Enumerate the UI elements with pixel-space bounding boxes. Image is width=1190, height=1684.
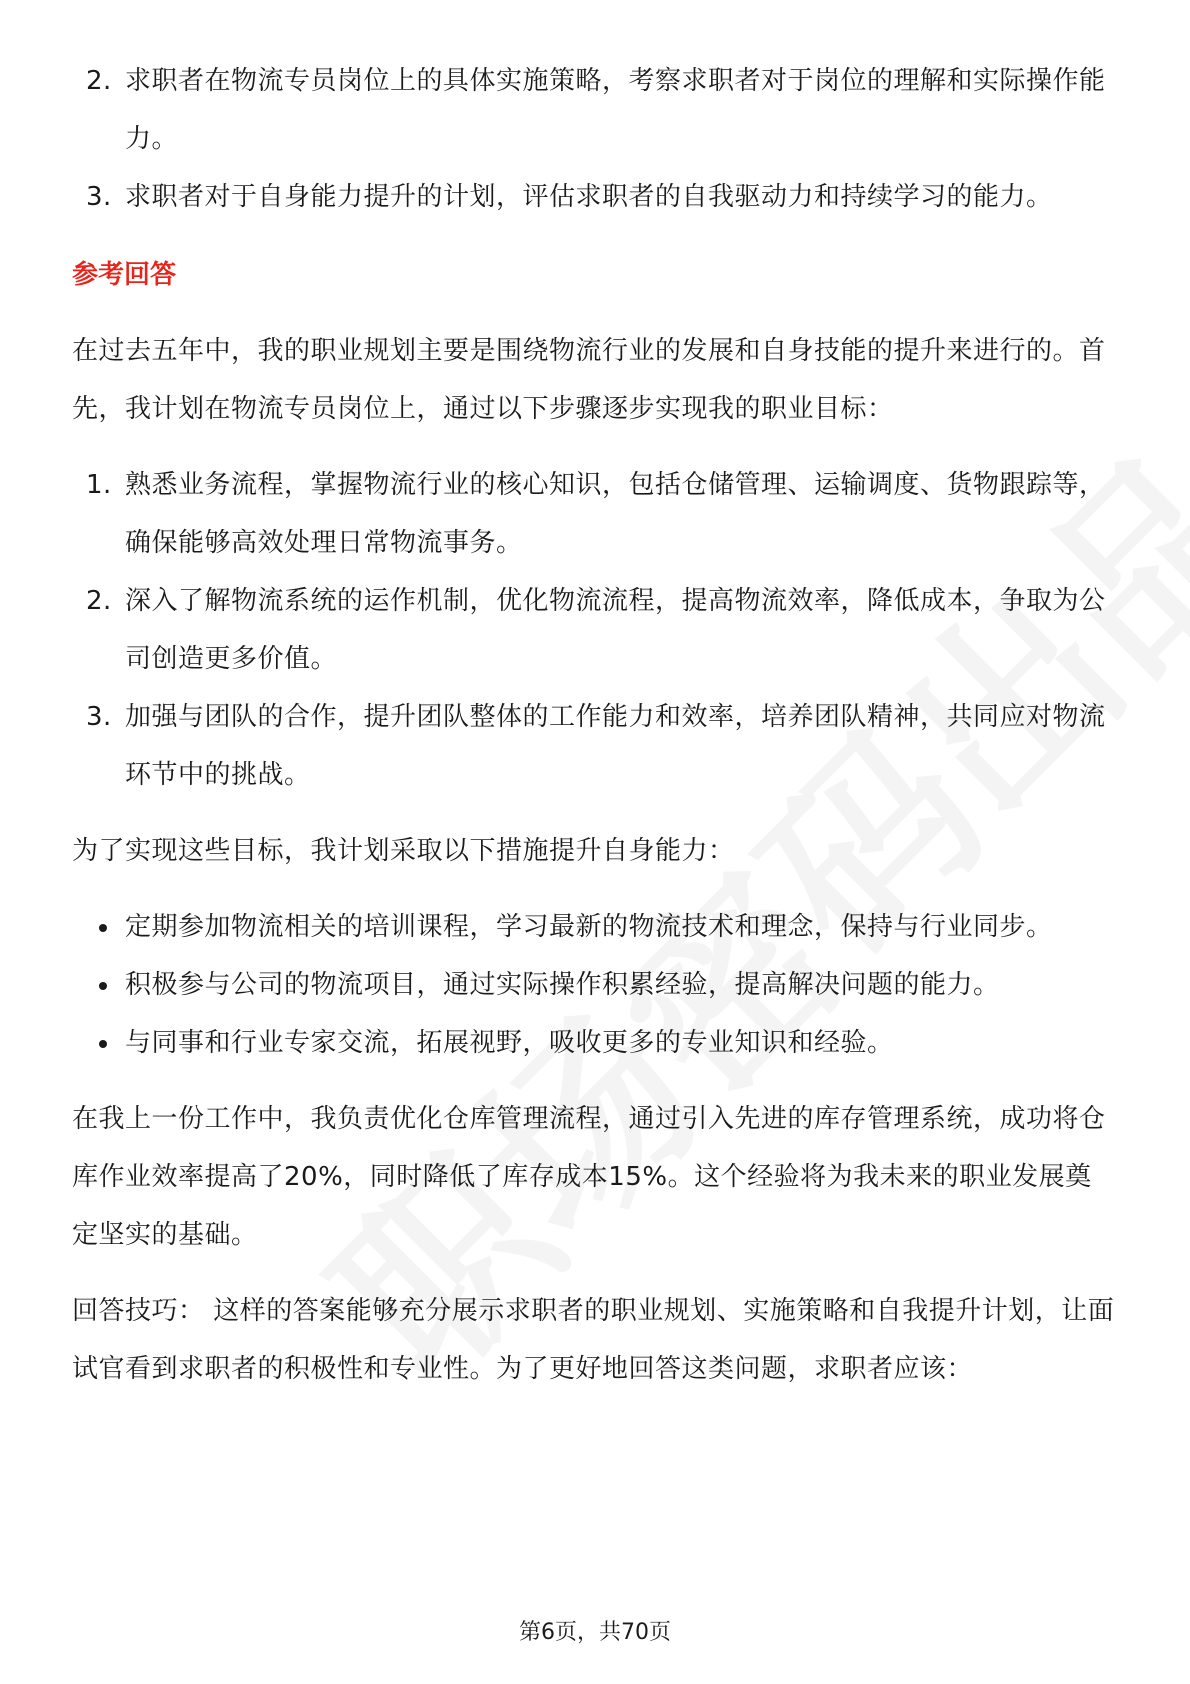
- page-number: 第6页，共70页: [519, 1620, 671, 1645]
- list-item-text: 深入了解物流系统的运作机制，优化物流流程，提高物流效率，降低成本，争取为公司创造更多价值。: [125, 586, 1106, 674]
- experience-paragraph: 在我上一份工作中，我负责优化仓库管理流程，通过引入先进的库存管理系统，成功将仓库作业效率提高了20%，同时降低了库存成本15%。这个经验将为我未来的职业发展奠定坚实的基础。: [72, 1104, 1106, 1250]
- list-item-text: 加强与团队的合作，提升团队整体的工作能力和效率，培养团队精神，共同应对物流环节中的挑战。: [125, 702, 1106, 790]
- list-number: 3.: [86, 702, 112, 732]
- list-item-text: 求职者在物流专员岗位上的具体实施策略，考察求职者对于岗位的理解和实际操作能力。: [125, 66, 1106, 154]
- list-item-text: 求职者对于自身能力提升的计划，评估求职者的自我驱动力和持续学习的能力。: [125, 182, 1053, 212]
- tips-paragraph: 回答技巧： 这样的答案能够充分展示求职者的职业规划、实施策略和自我提升计划，让面试官看到求职者的积极性和专业性。为了更好地回答这类问题，求职者应该：: [72, 1296, 1115, 1384]
- list-item-text: 定期参加物流相关的培训课程，学习最新的物流技术和理念，保持与行业同步。: [125, 912, 1053, 942]
- list-item-text: 积极参与公司的物流项目，通过实际操作积累经验，提高解决问题的能力。: [125, 970, 1000, 1000]
- list-item: [72, 898, 1118, 956]
- list-item-text: 熟悉业务流程，掌握物流行业的核心知识，包括仓储管理、运输调度、货物跟踪等，确保能够高效处理日常物流事务。: [125, 470, 1106, 558]
- list-item-text: 与同事和行业专家交流，拓展视野，吸收更多的专业知识和经验。: [125, 1028, 894, 1058]
- list-number: 2.: [86, 586, 112, 616]
- measures-intro: 为了实现这些目标，我计划采取以下措施提升自身能力：: [72, 836, 735, 866]
- bullet-icon: [99, 982, 107, 990]
- page-content: [72, 52, 1118, 1398]
- section-heading: 参考回答: [72, 260, 177, 290]
- list-number: 2.: [86, 66, 112, 96]
- list-item: [72, 52, 1118, 168]
- list-number: 1.: [86, 470, 112, 500]
- bullet-icon: [99, 1040, 107, 1048]
- list-item: [72, 1014, 1118, 1072]
- list-item: [72, 168, 1118, 226]
- list-number: 3.: [86, 182, 112, 212]
- list-item: [72, 956, 1118, 1014]
- bullet-icon: [99, 924, 107, 932]
- list-item: [72, 572, 1118, 688]
- goals-list: [72, 456, 1118, 804]
- list-item: [72, 456, 1118, 572]
- measures-list: [72, 898, 1118, 1072]
- list-item: [72, 688, 1118, 804]
- intro-paragraph: 在过去五年中，我的职业规划主要是围绕物流行业的发展和自身技能的提升来进行的。首先，我计划在物流专员岗位上，通过以下步骤逐步实现我的职业目标：: [72, 336, 1106, 424]
- evaluation-points-list: [72, 52, 1118, 226]
